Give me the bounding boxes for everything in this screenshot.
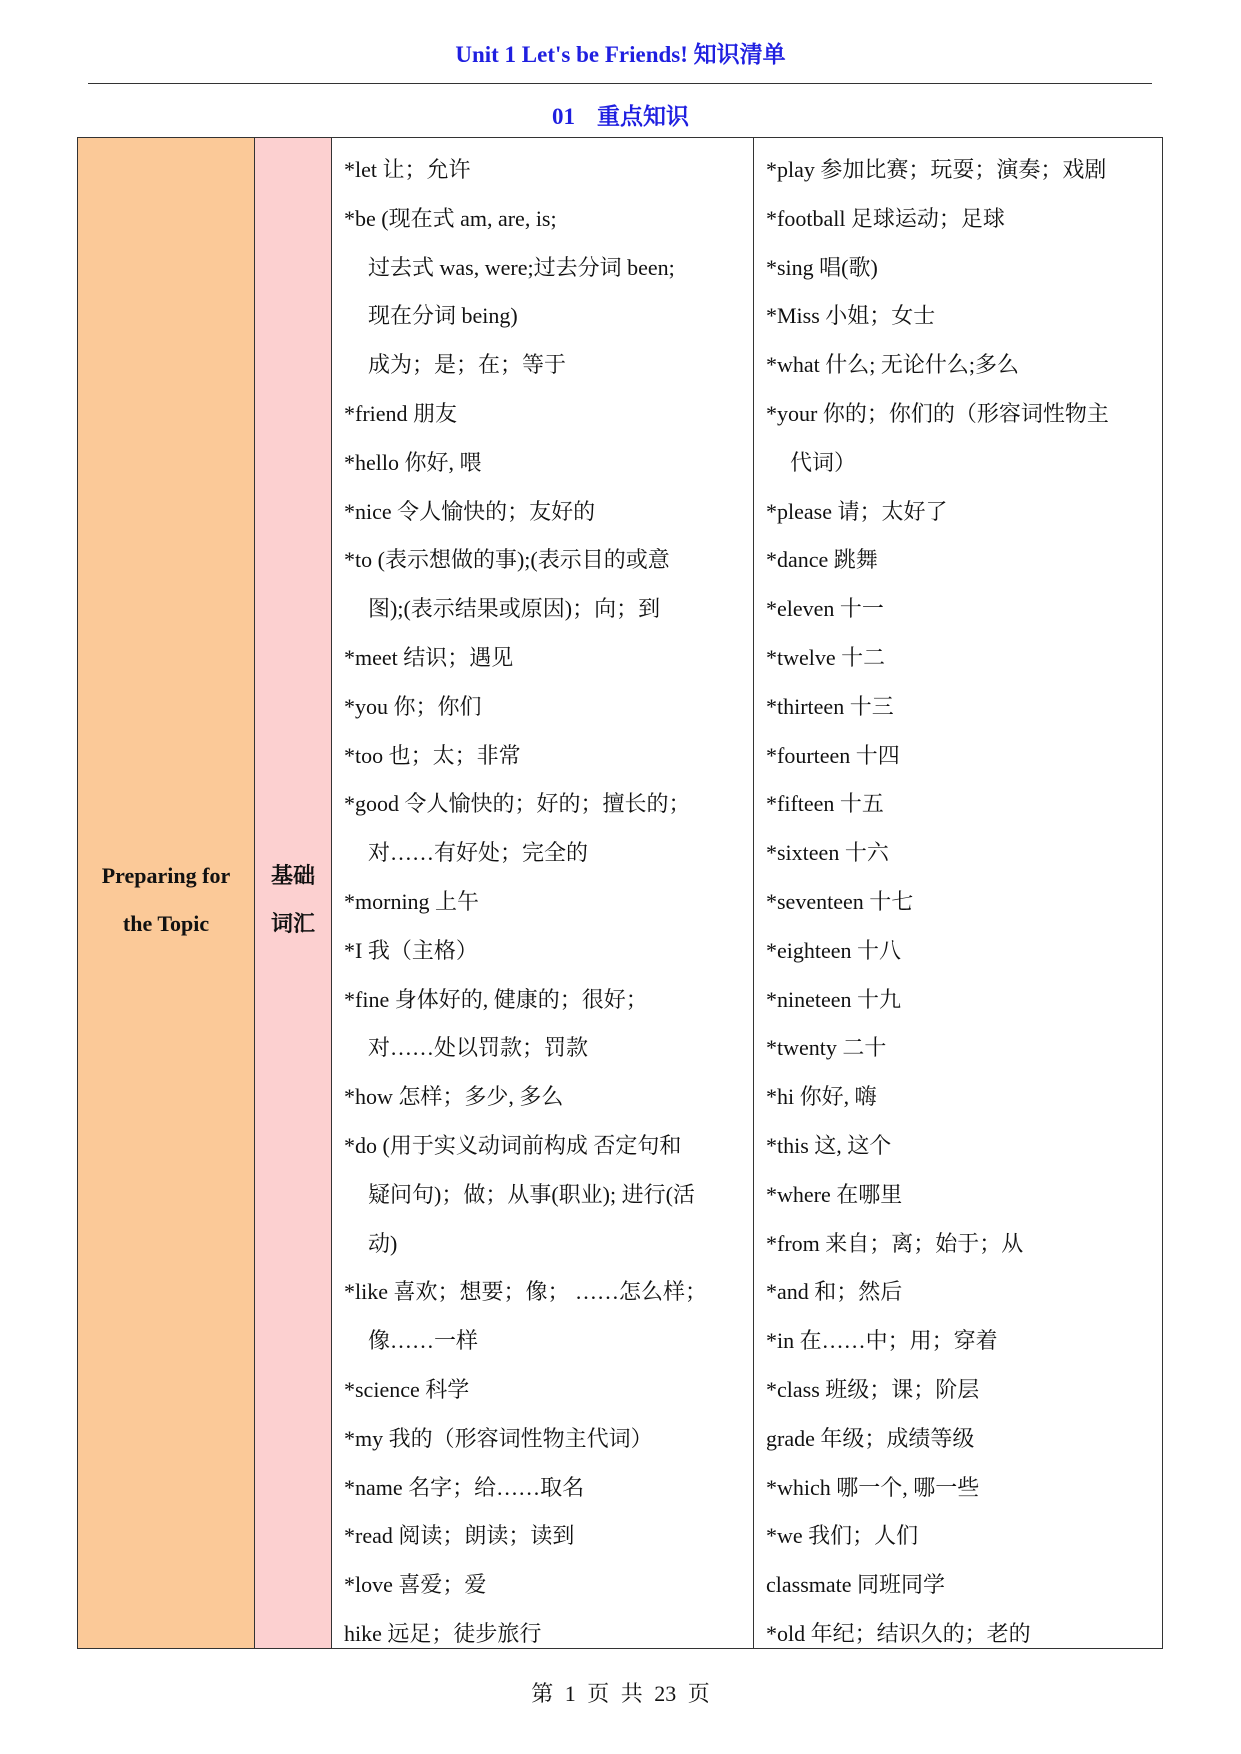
vocab-line: *which 哪一个, 哪一些 (766, 1474, 980, 1500)
vocab-line: classmate 同班同学 (766, 1572, 946, 1598)
vocab-line: *and 和；然后 (766, 1279, 903, 1305)
document-title: Unit 1 Let's be Friends! 知识清单 (455, 42, 786, 67)
vocab-line: *eleven 十一 (766, 596, 884, 622)
topic-label (78, 852, 254, 948)
vocab-line: *morning 上午 (344, 888, 480, 914)
category-label (255, 852, 331, 948)
vocab-line: *twenty 二十 (766, 1035, 887, 1061)
vocab-line: *nineteen 十九 (766, 986, 902, 1012)
vocab-line: *dance 跳舞 (766, 547, 878, 573)
vocab-line: *fourteen 十四 (766, 742, 900, 768)
vocab-line: *in 在……中；用；穿着 (766, 1328, 998, 1354)
section-heading (0, 98, 1241, 131)
vocab-line: *sing 唱(歌) (766, 254, 878, 280)
vocab-line: 对……处以罚款；罚款 (368, 1035, 589, 1061)
vocab-line: 成为；是；在；等于 (368, 352, 567, 378)
vocab-line: 代词） (790, 449, 857, 475)
vocab-line: *twelve 十二 (766, 644, 886, 670)
category-label-line2: 词汇 (270, 911, 315, 936)
vocab-list-right (766, 146, 1159, 1659)
vocab-line: 对……有好处；完全的 (368, 840, 589, 866)
vocab-line: *too 也；太；非常 (344, 742, 521, 768)
vocab-line: *be (现在式 am, are, is; (344, 205, 557, 231)
vocab-line: *my 我的（形容词性物主代词） (344, 1425, 653, 1451)
category-cell (255, 138, 332, 1648)
vocab-line: 过去式 was, were;过去分词 been; (368, 254, 675, 280)
vocab-column-left (332, 138, 754, 1648)
vocab-line: 动) (368, 1230, 398, 1256)
vocab-line: *your 你的；你们的（形容词性物主 (766, 400, 1109, 426)
vocab-line: 现在分词 being) (368, 303, 518, 329)
vocab-line: *Miss 小姐；女士 (766, 303, 936, 329)
vocab-line: 图);(表示结果或原因)；向；到 (368, 596, 661, 622)
topic-cell (78, 138, 255, 1648)
vocab-line: *play 参加比赛；玩耍；演奏；戏剧 (766, 157, 1107, 182)
vocab-line: *thirteen 十三 (766, 693, 894, 719)
vocab-line: *please 请；太好了 (766, 498, 948, 524)
vocab-line: *friend 朋友 (344, 400, 458, 426)
vocab-line: *like 喜欢；想要；像； ……怎么样； (344, 1279, 707, 1305)
vocab-line: *love 喜爱；爱 (344, 1572, 487, 1598)
header-divider (88, 83, 1152, 84)
topic-label-line2: the Topic (122, 911, 210, 936)
vocab-line: hike 远足；徒步旅行 (344, 1620, 542, 1646)
vocab-line: *meet 结识；遇见 (344, 644, 514, 670)
vocab-column-right (754, 138, 1163, 1648)
vocab-line: *nice 令人愉快的；友好的 (344, 498, 596, 524)
vocab-line: *this 这, 这个 (766, 1132, 892, 1158)
vocab-line: *what 什么; 无论什么;多么 (766, 352, 1019, 378)
topic-label-line1: Preparing for (101, 863, 231, 888)
vocab-line: *from 来自；离；始于；从 (766, 1230, 1024, 1256)
vocab-line: *hi 你好, 嗨 (766, 1084, 877, 1110)
vocab-line: *how 怎样；多少, 多么 (344, 1084, 564, 1110)
vocabulary-table (77, 137, 1163, 1649)
vocab-line: *do (用于实义动词前构成 否定句和 (344, 1132, 682, 1158)
category-label-line1: 基础 (270, 863, 315, 888)
vocab-line: *name 名字；给……取名 (344, 1474, 585, 1500)
section-title: 重点知识 (597, 104, 689, 129)
vocab-line: *we 我们；人们 (766, 1523, 919, 1549)
vocab-line: *class 班级；课；阶层 (766, 1376, 980, 1402)
vocab-line: *sixteen 十六 (766, 840, 889, 866)
vocab-line: grade 年级；成绩等级 (766, 1425, 975, 1451)
vocab-line: *science 科学 (344, 1376, 470, 1402)
vocab-list-left (344, 146, 749, 1659)
vocab-line: *eighteen 十八 (766, 937, 902, 963)
vocab-line: *old 年纪；结识久的；老的 (766, 1620, 1031, 1646)
vocab-line: *I 我（主格） (344, 937, 478, 963)
vocab-line: *read 阅读；朗读；读到 (344, 1523, 575, 1549)
vocab-line: *fifteen 十五 (766, 791, 884, 817)
vocab-line: *where 在哪里 (766, 1181, 903, 1207)
vocab-line: 疑问句)；做；从事(职业); 进行(活 (368, 1181, 695, 1207)
vocab-line: *you 你；你们 (344, 693, 482, 719)
vocab-line: *seventeen 十七 (766, 888, 914, 914)
vocab-line: *good 令人愉快的；好的；擅长的； (344, 791, 691, 817)
vocab-line: *fine 身体好的, 健康的；很好； (344, 986, 648, 1012)
vocab-line: 像……一样 (368, 1328, 479, 1354)
section-number: 01 (552, 104, 575, 129)
page-footer: 第 1 页 共 23 页 (531, 1681, 710, 1706)
vocab-line: *hello 你好, 喂 (344, 449, 482, 475)
vocab-line: *to (表示想做的事);(表示目的或意 (344, 547, 670, 573)
vocab-line: *let 让；允许 (344, 157, 471, 182)
vocab-line: *football 足球运动；足球 (766, 205, 1005, 231)
